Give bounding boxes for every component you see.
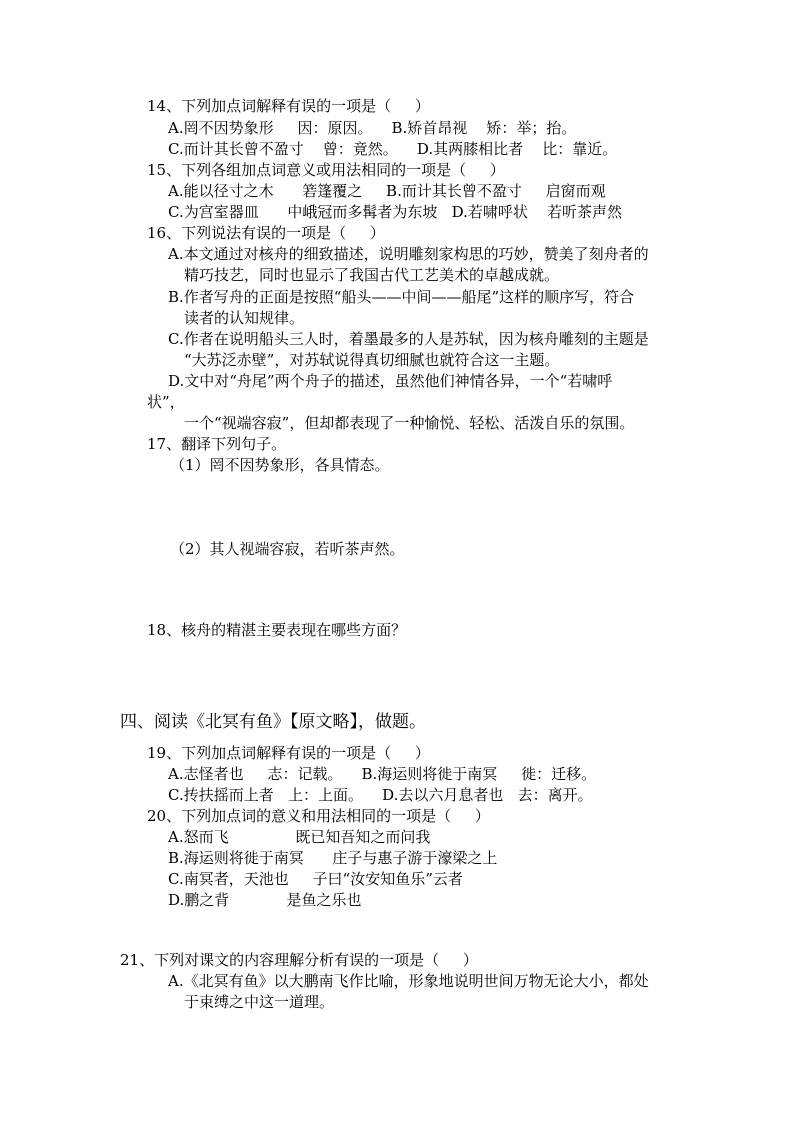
q15-options-cd: C.为宫室器皿 中峨冠而多髯者为东坡 D.若啸呼状 若听茶声然 xyxy=(168,203,622,221)
q19-options-ab: A.志怪者也 志：记载。 B.海运则将徙于南冥 徙：迁移。 xyxy=(168,765,597,783)
q16-option-d-line3: 一个“视端容寂”，但却都表现了一种愉悦、轻松、活泼自乐的氛围。 xyxy=(184,414,635,432)
q18-stem: 18、核舟的精湛主要表现在哪些方面？ xyxy=(147,621,407,639)
q17-stem: 17、翻译下列句子。 xyxy=(147,435,287,453)
q16-option-a-line2: 精巧技艺，同时也显示了我国古代工艺美术的卓越成就。 xyxy=(184,266,560,284)
section-4-title: 四、阅读《北冥有鱼》【原文略】，做题。 xyxy=(120,712,426,732)
q15-stem: 15、下列各组加点词意义或用法相同的一项是（ ） xyxy=(147,161,505,179)
q20-option-b: B.海运则将徙于南冥 庄子与惠子游于濠梁之上 xyxy=(168,849,498,867)
q14-stem: 14、下列加点词解释有误的一项是（ ） xyxy=(147,97,430,115)
q21-option-a-line2: 于束缚之中这一道理。 xyxy=(184,993,335,1011)
q20-option-d: D.鹏之背 是鱼之乐也 xyxy=(168,891,362,909)
q20-option-a: A.怒而飞 既已知吾知之而问我 xyxy=(168,828,431,846)
q16-option-a-line1: A.本文通过对核舟的细致描述，说明雕刻家构思的巧妙，赞美了刻舟者的 xyxy=(168,245,649,263)
q16-option-d-line1: D.文中对“舟尾”两个舟子的描述，虽然他们神情各异，一个“若啸呼 xyxy=(168,372,613,390)
q14-options-cd: C.而计其长曾不盈寸 曾：竟然。 D.其两膝相比者 比：靠近。 xyxy=(168,140,618,158)
q16-option-c-line1: C.作者在说明船头三人时，着墨最多的人是苏轼，因为核舟雕刻的主题是 xyxy=(168,330,649,348)
q16-option-b-line1: B.作者写舟的正面是按照“船头——中间——船尾”这样的顺序写，符合 xyxy=(168,288,635,306)
q21-option-a-line1: A.《北冥有鱼》以大鹏南飞作比喻，形象地说明世间万物无论大小，都处 xyxy=(168,972,649,990)
q16-option-c-line2: “大苏泛赤壁”，对苏轼说得真切细腻也就符合这一主题。 xyxy=(184,351,560,369)
q14-options-ab: A.罔不因势象形 因：原因。 B.矫首昂视 矫：举；抬。 xyxy=(168,119,577,137)
q19-stem: 19、下列加点词解释有误的一项是（ ） xyxy=(147,744,430,762)
q17-sentence-1: （1）罔不因势象形，各具情态。 xyxy=(170,456,390,474)
q16-option-d-line2: 状”， xyxy=(147,393,185,411)
q15-options-ab: A.能以径寸之木 箬篷覆之 B.而计其长曾不盈寸 启窗而观 xyxy=(168,182,606,200)
q16-option-b-line2: 读者的认知规律。 xyxy=(184,309,305,327)
q19-options-cd: C.抟扶摇而上者 上：上面。 D.去以六月息者也 去：离开。 xyxy=(168,786,593,804)
q20-option-c: C.南冥者，天池也 子曰“汝安知鱼乐”云者 xyxy=(168,870,463,888)
q16-stem: 16、下列说法有误的一项是（ ） xyxy=(147,224,385,242)
q17-sentence-2: （2）其人视端容寂，若听茶声然。 xyxy=(170,540,405,558)
q20-stem: 20、下列加点词的意义和用法相同的一项是（ ） xyxy=(147,807,490,825)
q21-stem: 21、下列对课文的内容理解分析有误的一项是（ ） xyxy=(120,951,478,969)
